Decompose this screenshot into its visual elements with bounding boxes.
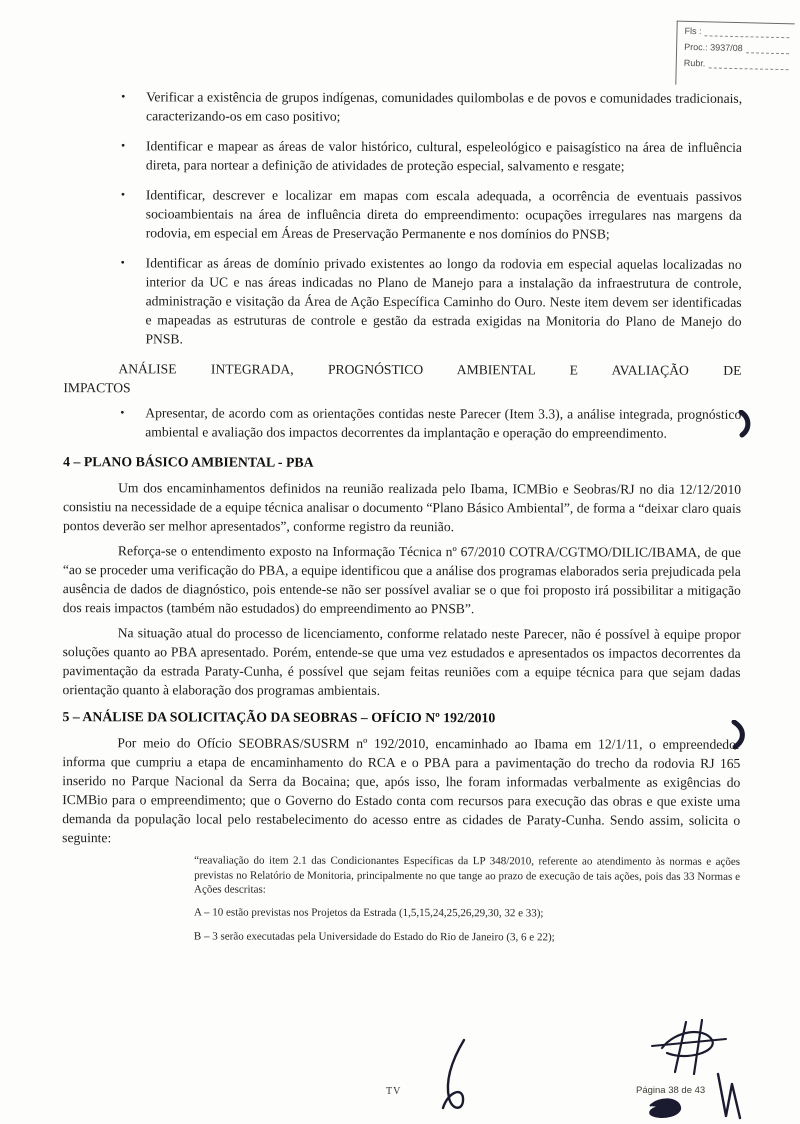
stamp-rubr-label: Rubr.	[683, 57, 706, 69]
stamp-proc-line	[746, 44, 790, 54]
ink-mark	[729, 720, 751, 750]
ink-mark	[737, 410, 755, 438]
bullet-text: Identificar e mapear as áreas de valor histórico, cultural, espeleológico e paisagístico na área de influência direta, para nortear a definição de atividades de proteção especial, salvamento e resgate;	[145, 138, 742, 174]
bullet-item	[64, 185, 742, 244]
bullet-text: Apresentar, de acordo com as orientações contidas neste Parecer (Item 3.3), a análise integrada, prognóstico ambiental e avaliação dos impactos decorrentes da implantação e operação do empreendimento.	[145, 405, 742, 441]
quote-block: “reavaliação do item 2.1 das Condicionantes Específicas da LP 348/2010, referente ao atendimento às normas e ações previstas no Relatório de Monitoria, principalmente no que tange ao prazo de execução de tais ações, pois das 33 Normas e Ações descritas:	[194, 854, 741, 896]
bullet-item	[64, 87, 742, 127]
document-body	[62, 87, 742, 954]
analise-heading	[63, 359, 741, 399]
section4-paragraph: Na situação atual do processo de licenciamento, conforme relatado neste Parecer, não é possível à equipe propor soluções quanto ao PBA apresentado. Porém, entende-se que uma vez estudados e apresentados os impactos decorrentes da pavimentação da estrada Paraty-Cunha, é possível que sejam feitas reuniões com a equipe técnica para que sejam dadas orientação quanto à elaboração dos programas ambientais.	[62, 625, 741, 698]
section4-paragraph: Reforça-se o entendimento exposto na Informação Técnica nº 67/2010 COTRA/CGTMO/DILIC/IBAMA, de que “ao se proceder uma verificação do PBA, a equipe identificou que a análise dos programas elaborados seria prejudicada pela ausência de dados de diagnóstico, pois entende-se não ser possível avaliar se o que foi proposto irá possibilitar a mitigação dos reais impactos (também não estudados) do empreendimento ao PNSB”.	[62, 543, 741, 617]
handwritten-marks	[642, 1016, 767, 1122]
signature	[428, 1036, 480, 1118]
analise-heading-line2: IMPACTOS	[63, 380, 131, 396]
stamp-fls-row	[684, 26, 789, 38]
analise-heading-line1: ANÁLISE INTEGRADA, PROGNÓSTICO AMBIENTAL E AVALIAÇÃO DE	[118, 361, 742, 378]
section5-heading: 5 – ANÁLISE DA SOLICITAÇÃO DA SEOBRAS – OFÍCIO Nº 192/2010	[62, 709, 496, 726]
bullet-item	[63, 403, 741, 443]
bullet-icon: •	[120, 405, 125, 420]
stamp-fls-line	[704, 27, 789, 38]
bullet-item	[64, 136, 742, 176]
section4-paragraph: Um dos encaminhamentos definidos na reunião realizada pelo Ibama, ICMBio e Seobras/RJ no dia 12/12/2010 consistiu na necessidade de a equipe técnica analisar o documento “Plano Básico Ambiental”, de forma a “deixar claro quais pontos deverão ser melhor apresentados”, conforme registro da reunião.	[62, 480, 742, 535]
stamp-proc-label: Proc.: 3937/08	[684, 41, 743, 54]
bullet-icon: •	[120, 187, 126, 202]
stamp-rubr-line	[708, 59, 789, 70]
bullet-item	[63, 253, 741, 350]
bullet-text: Verificar a existência de grupos indígenas, comunidades quilombolas e de povos e comunidades tradicionais, caracterizando-os em caso positivo;	[146, 89, 743, 124]
bullet-icon: •	[121, 89, 126, 104]
footer-page-number: Página 38 de 43	[636, 1085, 706, 1096]
section5-paragraph: Por meio do Ofício SEOBRAS/SUSRM nº 192/2010, encaminhado ao Ibama em 12/1/11, o empreendedor informa que cumpriu a etapa de encaminhamento do RCA e o PBA para a pavimentação do trecho da rodovia RJ 165 inserido no Parque Nacional da Serra da Bocaina; que, após isso, lhe foram informadas verbalmente as exigências do ICMBio para o empreendimento; que o Governo do Estado conta com recursos para execução das obras e que existe uma demanda da população local pelo restabelecimento do acesso entre as cidades de Paraty-Cunha. Sendo assim, solicita o seguinte:	[62, 735, 741, 846]
quote-item-b: B – 3 serão executadas pela Universidade do Estado do Rio de Janeiro (3, 6 e 22);	[193, 929, 555, 943]
bullet-text: Identificar, descrever e localizar em mapas com escala adequada, a ocorrência de eventuais passivos socioambientais na área de influência direta do empreendimento: ocupações irregulares nas margens da rodovia, em especial em Áreas de Preservação Permanente e nos domínios do PNSB;	[145, 187, 742, 242]
bullet-text: Identificar as áreas de domínio privado existentes ao longo da rodovia em especial aquelas localizadas no interior da UC e nas áreas indicadas no Plano de Manejo para a instalação da infraestrutura de controle, administração e visitação da Área de Ação Específica Caminho do Ouro. Neste item devem ser identificadas e mapeadas as estruturas de controle e gestão da estrada exigidas na Monitoria do Plano de Manejo do PNSB.	[145, 255, 742, 347]
stamp-rubr-row	[684, 58, 789, 70]
stamp-fls-label: Fls :	[684, 25, 702, 37]
section4-heading: 4 – PLANO BÁSICO AMBIENTAL - PBA	[63, 454, 314, 470]
process-stamp	[675, 21, 794, 88]
quote-item-a: A – 10 estão previstas nos Projetos da Estrada (1,5,15,24,25,26,29,30, 32 e 33);	[193, 905, 544, 919]
bullet-icon: •	[120, 255, 125, 270]
bullet-icon: •	[120, 138, 126, 153]
stamp-proc-row	[684, 42, 789, 54]
footer-initials: TV	[386, 1086, 402, 1097]
